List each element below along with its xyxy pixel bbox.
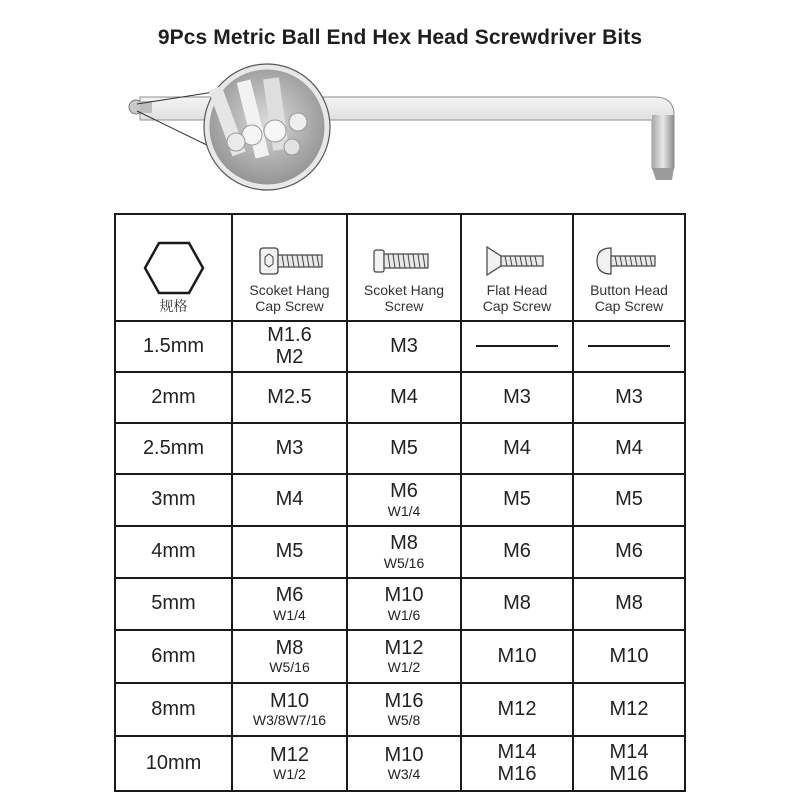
bit-size-cell: 1.5mm [115,321,232,372]
bit-size-cell: 2.5mm [115,423,232,474]
table-row [115,578,685,630]
imperial-size: W3/8W7/16 [252,712,327,729]
screw-size-cell [461,578,573,630]
button-head-screw-icon [593,244,665,278]
hexagon-icon [143,240,205,296]
screw-size-cell [232,736,347,791]
metric-size: M8 [503,592,531,615]
column-header-flat-head [461,214,573,321]
page-title: 9Pcs Metric Ball End Hex Head Screwdriver Bits [157,26,643,49]
table-row [115,372,685,423]
metric-size: M3 [275,436,304,459]
column-label-line1: Scoket Hang [249,281,330,298]
imperial-size: W1/4 [387,502,421,519]
metric-size: M6 [275,584,304,607]
metric-size: M5 [275,540,304,563]
spec-header-cell [115,214,232,321]
table-row [115,736,685,791]
not-applicable-dash [476,345,558,347]
table-row [115,630,685,683]
screw-size-cell [461,321,573,372]
screw-size-cell [573,372,685,423]
metric-size: M10 [497,644,537,667]
imperial-size: W5/8 [387,712,421,729]
screw-size-cell [461,683,573,736]
screw-size-cell [573,474,685,526]
metric-size: M3 [615,385,643,408]
screw-size-cell [232,683,347,736]
screw-size-cell [347,474,461,526]
table-header-row [115,214,685,321]
screw-size-cell [573,578,685,630]
column-label-line1: Scoket Hang [363,281,445,298]
table-row [115,423,685,474]
column-label-line2: Cap Screw [594,297,664,314]
metric-size: M10 [384,743,424,766]
metric-size: M6 [503,540,531,563]
screw-size-cell [232,630,347,683]
screw-size-cell [232,526,347,578]
metric-size: M14 [609,740,649,763]
screw-size-cell [573,423,685,474]
screw-size-cell [573,683,685,736]
bit-size-cell: 2mm [115,372,232,423]
screw-size-cell [461,474,573,526]
socket-cap-screw-icon [254,244,326,278]
screw-size-cell [461,423,573,474]
table-row [115,683,685,736]
screw-size-cell [347,630,461,683]
metric-size-secondary: M16 [609,762,649,785]
metric-size: M12 [497,697,537,720]
screw-size-cell [347,321,461,372]
metric-size: M12 [270,743,309,766]
metric-size-secondary: M2 [275,345,304,368]
flat-head-screw-icon [481,244,553,278]
imperial-size: W1/2 [273,766,306,783]
bit-size-cell: 3mm [115,474,232,526]
metric-size: M10 [270,689,309,712]
column-header-socket-screw [347,214,461,321]
bit-size-cell: 6mm [115,630,232,683]
screw-size-cell [461,736,573,791]
metric-size: M8 [390,532,418,555]
metric-size: M14 [497,740,537,763]
metric-size: M5 [615,488,643,511]
screw-size-cell [573,526,685,578]
column-label-line1: Button Head [590,281,668,298]
screw-size-cell [232,423,347,474]
metric-size-secondary: M16 [497,762,537,785]
column-label-line1: Flat Head [486,281,548,298]
imperial-size: W1/6 [387,606,421,623]
metric-size: M3 [503,385,531,408]
metric-size: M5 [503,488,531,511]
screw-size-cell [347,372,461,423]
hex-key-image [0,0,800,205]
column-label-line2: Screw [384,297,424,314]
metric-size: M4 [390,385,418,408]
bit-size-cell: 10mm [115,736,232,791]
metric-size: M12 [609,697,649,720]
metric-size: M4 [275,488,304,511]
column-label-line2: Cap Screw [482,297,552,314]
imperial-size: W3/4 [387,766,421,783]
spec-label: 规格 [159,297,188,314]
screw-size-cell [573,321,685,372]
metric-size: M6 [390,480,418,503]
table-row [115,474,685,526]
imperial-size: W5/16 [269,659,310,676]
metric-size: M16 [384,689,424,712]
column-label-line2: Cap Screw [255,297,324,314]
screw-size-cell [461,372,573,423]
metric-size: M6 [615,540,643,563]
bit-size-cell: 4mm [115,526,232,578]
metric-size: M4 [503,436,531,459]
screw-size-cell [232,578,347,630]
bit-size-cell: 8mm [115,683,232,736]
screw-size-cell [232,372,347,423]
screw-size-cell [347,683,461,736]
metric-size: M4 [615,436,643,459]
metric-size: M8 [275,636,304,659]
column-header-button-head [573,214,685,321]
screw-size-cell [573,630,685,683]
screw-size-cell [461,526,573,578]
screw-size-cell [347,736,461,791]
not-applicable-dash [588,345,670,347]
metric-size: M8 [615,592,643,615]
metric-size: M5 [390,436,418,459]
spec-table [114,213,686,792]
screw-size-cell [347,526,461,578]
metric-size: M3 [390,334,418,357]
imperial-size: W5/16 [383,554,425,571]
screw-size-cell [232,321,347,372]
metric-size: M10 [609,644,649,667]
bit-size-cell: 5mm [115,578,232,630]
metric-size: M2.5 [267,385,312,408]
socket-screw-icon [368,244,440,278]
table-row [115,526,685,578]
table-row [115,321,685,372]
screw-size-cell [347,423,461,474]
column-header-socket-cap [232,214,347,321]
screw-size-cell [573,736,685,791]
metric-size: M1.6 [267,323,312,346]
screw-size-cell [347,578,461,630]
imperial-size: W1/4 [273,606,306,623]
screw-size-cell [461,630,573,683]
metric-size: M12 [384,636,424,659]
metric-size: M10 [384,584,424,607]
screw-size-cell [232,474,347,526]
imperial-size: W1/2 [387,659,421,676]
